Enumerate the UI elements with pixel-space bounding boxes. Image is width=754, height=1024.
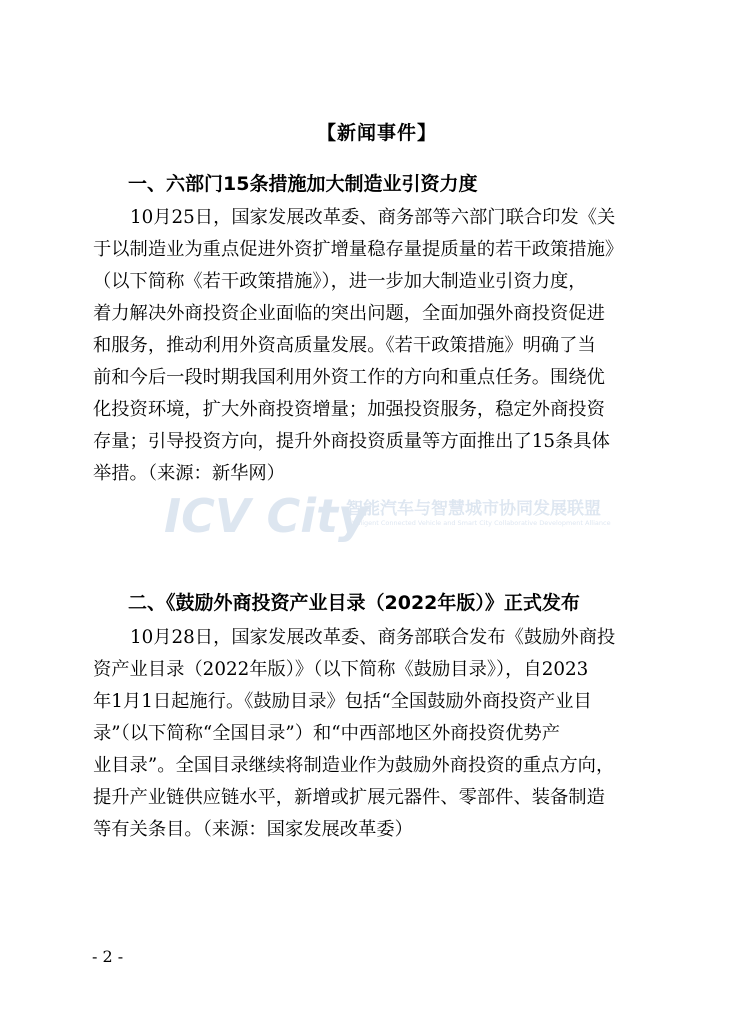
paragraph-line: 化投资环境，扩大外商投资增量；加强投资服务，稳定外商投资 — [93, 399, 605, 420]
icv-city-logo — [160, 478, 368, 548]
paragraph-line: 业目录”。全国目录继续将制造业作为鼓励外商投资的重点方向， — [93, 755, 615, 776]
page-number: - 2 - — [92, 947, 124, 966]
paragraph-line: 于以制造业为重点促进外资扩增量稳存量提质量的若干政策措施》 — [93, 239, 624, 260]
paragraph-line: 录”（以下简称“全国目录”）和“中西部地区外商投资优势产 — [93, 723, 560, 744]
paragraph-line: 10月28日，国家发展改革委、商务部联合发布《鼓励外商投 — [130, 627, 616, 648]
paragraph-line: 资产业目录（2022年版）》（以下简称《鼓励目录》），自2023 — [93, 659, 589, 680]
watermark-name-en: Intelligent Connected Vehicle and Smart City Collaborative Development Alliance — [346, 519, 611, 527]
news-heading-1: 一、六部门15条措施加大制造业引资力度 — [128, 173, 478, 195]
paragraph-line: 等有关条目。（来源：国家发展改革委） — [93, 819, 413, 840]
paragraph-line: 存量；引导投资方向，提升外商投资质量等方面推出了15条具体 — [93, 431, 610, 452]
paragraph-line: 10月25日，国家发展改革委、商务部等六部门联合印发《关 — [130, 207, 616, 228]
paragraph-line: 年1月1日起施行。《鼓励目录》包括“全国鼓励外商投资产业目 — [93, 691, 592, 712]
paragraph-line: 提升产业链供应链水平，新增或扩展元器件、零部件、装备制造 — [93, 787, 605, 808]
paragraph-line: （以下简称《若干政策措施》），进一步加大制造业引资力度， — [93, 271, 587, 292]
news-paragraph-1 — [93, 202, 673, 490]
logo-text: ICV City — [164, 489, 368, 543]
paragraph-line: 前和今后一段时期我国利用外资工作的方向和重点任务。围绕优 — [93, 367, 605, 388]
news-heading-2: 二、《鼓励外商投资产业目录（2022年版）》正式发布 — [128, 592, 580, 614]
alliance-watermark — [160, 478, 610, 548]
paragraph-line: 和服务，推动利用外资高质量发展。《若干政策措施》明确了当 — [93, 335, 596, 356]
paragraph-line: 举措。（来源：新华网） — [93, 463, 285, 484]
news-paragraph-2 — [93, 622, 673, 846]
paragraph-line: 着力解决外商投资企业面临的突出问题，全面加强外商投资促进 — [93, 303, 605, 324]
watermark-name-cn: 智能汽车与智慧城市协同发展联盟 — [346, 499, 601, 519]
section-header: 【新闻事件】 — [316, 122, 437, 144]
